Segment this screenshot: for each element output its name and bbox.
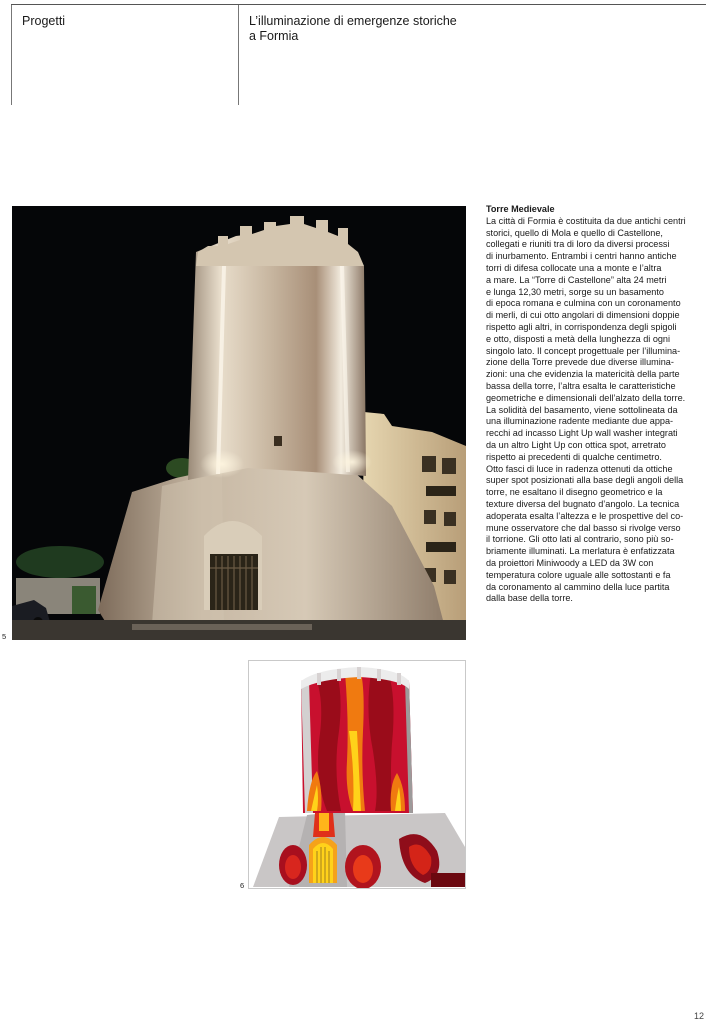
- article-line: torre, ne esaltano il disegno geometrico e la: [486, 487, 663, 498]
- illuminated-tower: [188, 216, 372, 480]
- article-heading: Torre Medievale: [486, 204, 555, 214]
- article-line: il torrione. Gli otto lati al contrario, sono più so-: [486, 534, 674, 545]
- article-line: a mare. La “Torre di Castellone” alta 24 metri: [486, 274, 667, 285]
- article-line: La città di Formia è costituita da due antichi centri: [486, 215, 686, 226]
- article-line: rispetto ai precedenti di qualche centimetro.: [486, 451, 662, 462]
- figure-number-6: 6: [240, 881, 245, 890]
- page-title-line-1: L’illuminazione di emergenze storiche: [249, 14, 457, 28]
- header-rule: [11, 4, 706, 5]
- article-line: da un altro Light Up con ottica spot, arretrato: [486, 439, 666, 450]
- header-divider-left: [11, 5, 12, 105]
- article-line: bassa della torre, l’altra esalta le caratteristiche: [486, 380, 676, 391]
- tower-night-photo: [12, 206, 466, 640]
- page-title-line-2: a Formia: [249, 29, 299, 43]
- article-line: geometriche e dimensionali dell’alzato della torre.: [486, 392, 686, 403]
- article-line: Otto fasci di luce in radenza ottenuti da ottiche: [486, 463, 673, 474]
- render-base: [253, 811, 465, 888]
- arched-gate: [204, 521, 262, 610]
- article-line: e otto, disposti a metà della lunghezza di ogni: [486, 333, 671, 344]
- article-line: mune osservatore che dal basso si rivolge verso: [486, 522, 681, 533]
- article-line: rispetto agli altri, in corrispondenza degli spigoli: [486, 321, 677, 332]
- article-line: super spot posizionati alla base degli angoli della: [486, 475, 684, 486]
- header-divider-middle: [238, 5, 239, 105]
- section-label: Progetti: [22, 14, 66, 28]
- page-title: [249, 14, 479, 44]
- article-line: briamente illuminati. La merlatura è enfatizzata: [486, 546, 675, 557]
- article-line: di merli, di cui otto angolari di dimensioni doppie: [486, 310, 680, 321]
- article-line: texture diversa del bugnato d’angolo. La tecnica: [486, 498, 680, 509]
- article-line: storici, quello di Mola e quello di Castellone,: [486, 227, 663, 238]
- article-line: adoperata esalta l’altezza e le prospettive del co-: [486, 510, 684, 521]
- article-line: torri di difesa collocate una a monte e l’altra: [486, 262, 662, 273]
- figure-number-5: 5: [2, 632, 7, 641]
- article-line: e lunga 12,30 metri, sorge su un basamento: [486, 286, 664, 297]
- article-text: [486, 204, 708, 605]
- article-line: La solidità del basamento, viene sottolineata da: [486, 404, 678, 415]
- article-line: da proiettori Miniwoody a LED da 3W con: [486, 557, 654, 568]
- article-line: dalla base della torre.: [486, 593, 573, 604]
- article-line: temperatura colore uguale alle sottostanti e fa: [486, 569, 671, 580]
- article-line: collegati e riuniti tra di loro da diversi processi: [486, 239, 670, 250]
- article-line: una illuminazione radente mediante due appa-: [486, 416, 674, 427]
- article-line: da coronamento al cammino della luce partita: [486, 581, 670, 592]
- article-line: di inurbamento. Entrambi i centri hanno antiche: [486, 251, 677, 262]
- article-line: zioni: una che evidenzia la matericità della parte: [486, 369, 680, 380]
- article-line: di epoca romana e culmina con un coronamento: [486, 298, 681, 309]
- page-number: 12: [693, 1011, 704, 1021]
- article-line: zione della Torre prevede due diverse illumina-: [486, 357, 674, 368]
- render-tower: [301, 667, 413, 813]
- article-line: recchi ad incasso Light Up wall washer integrati: [486, 428, 678, 439]
- article-line: singolo lato. Il concept progettuale per l’illumina-: [486, 345, 681, 356]
- lighting-render: [248, 660, 466, 889]
